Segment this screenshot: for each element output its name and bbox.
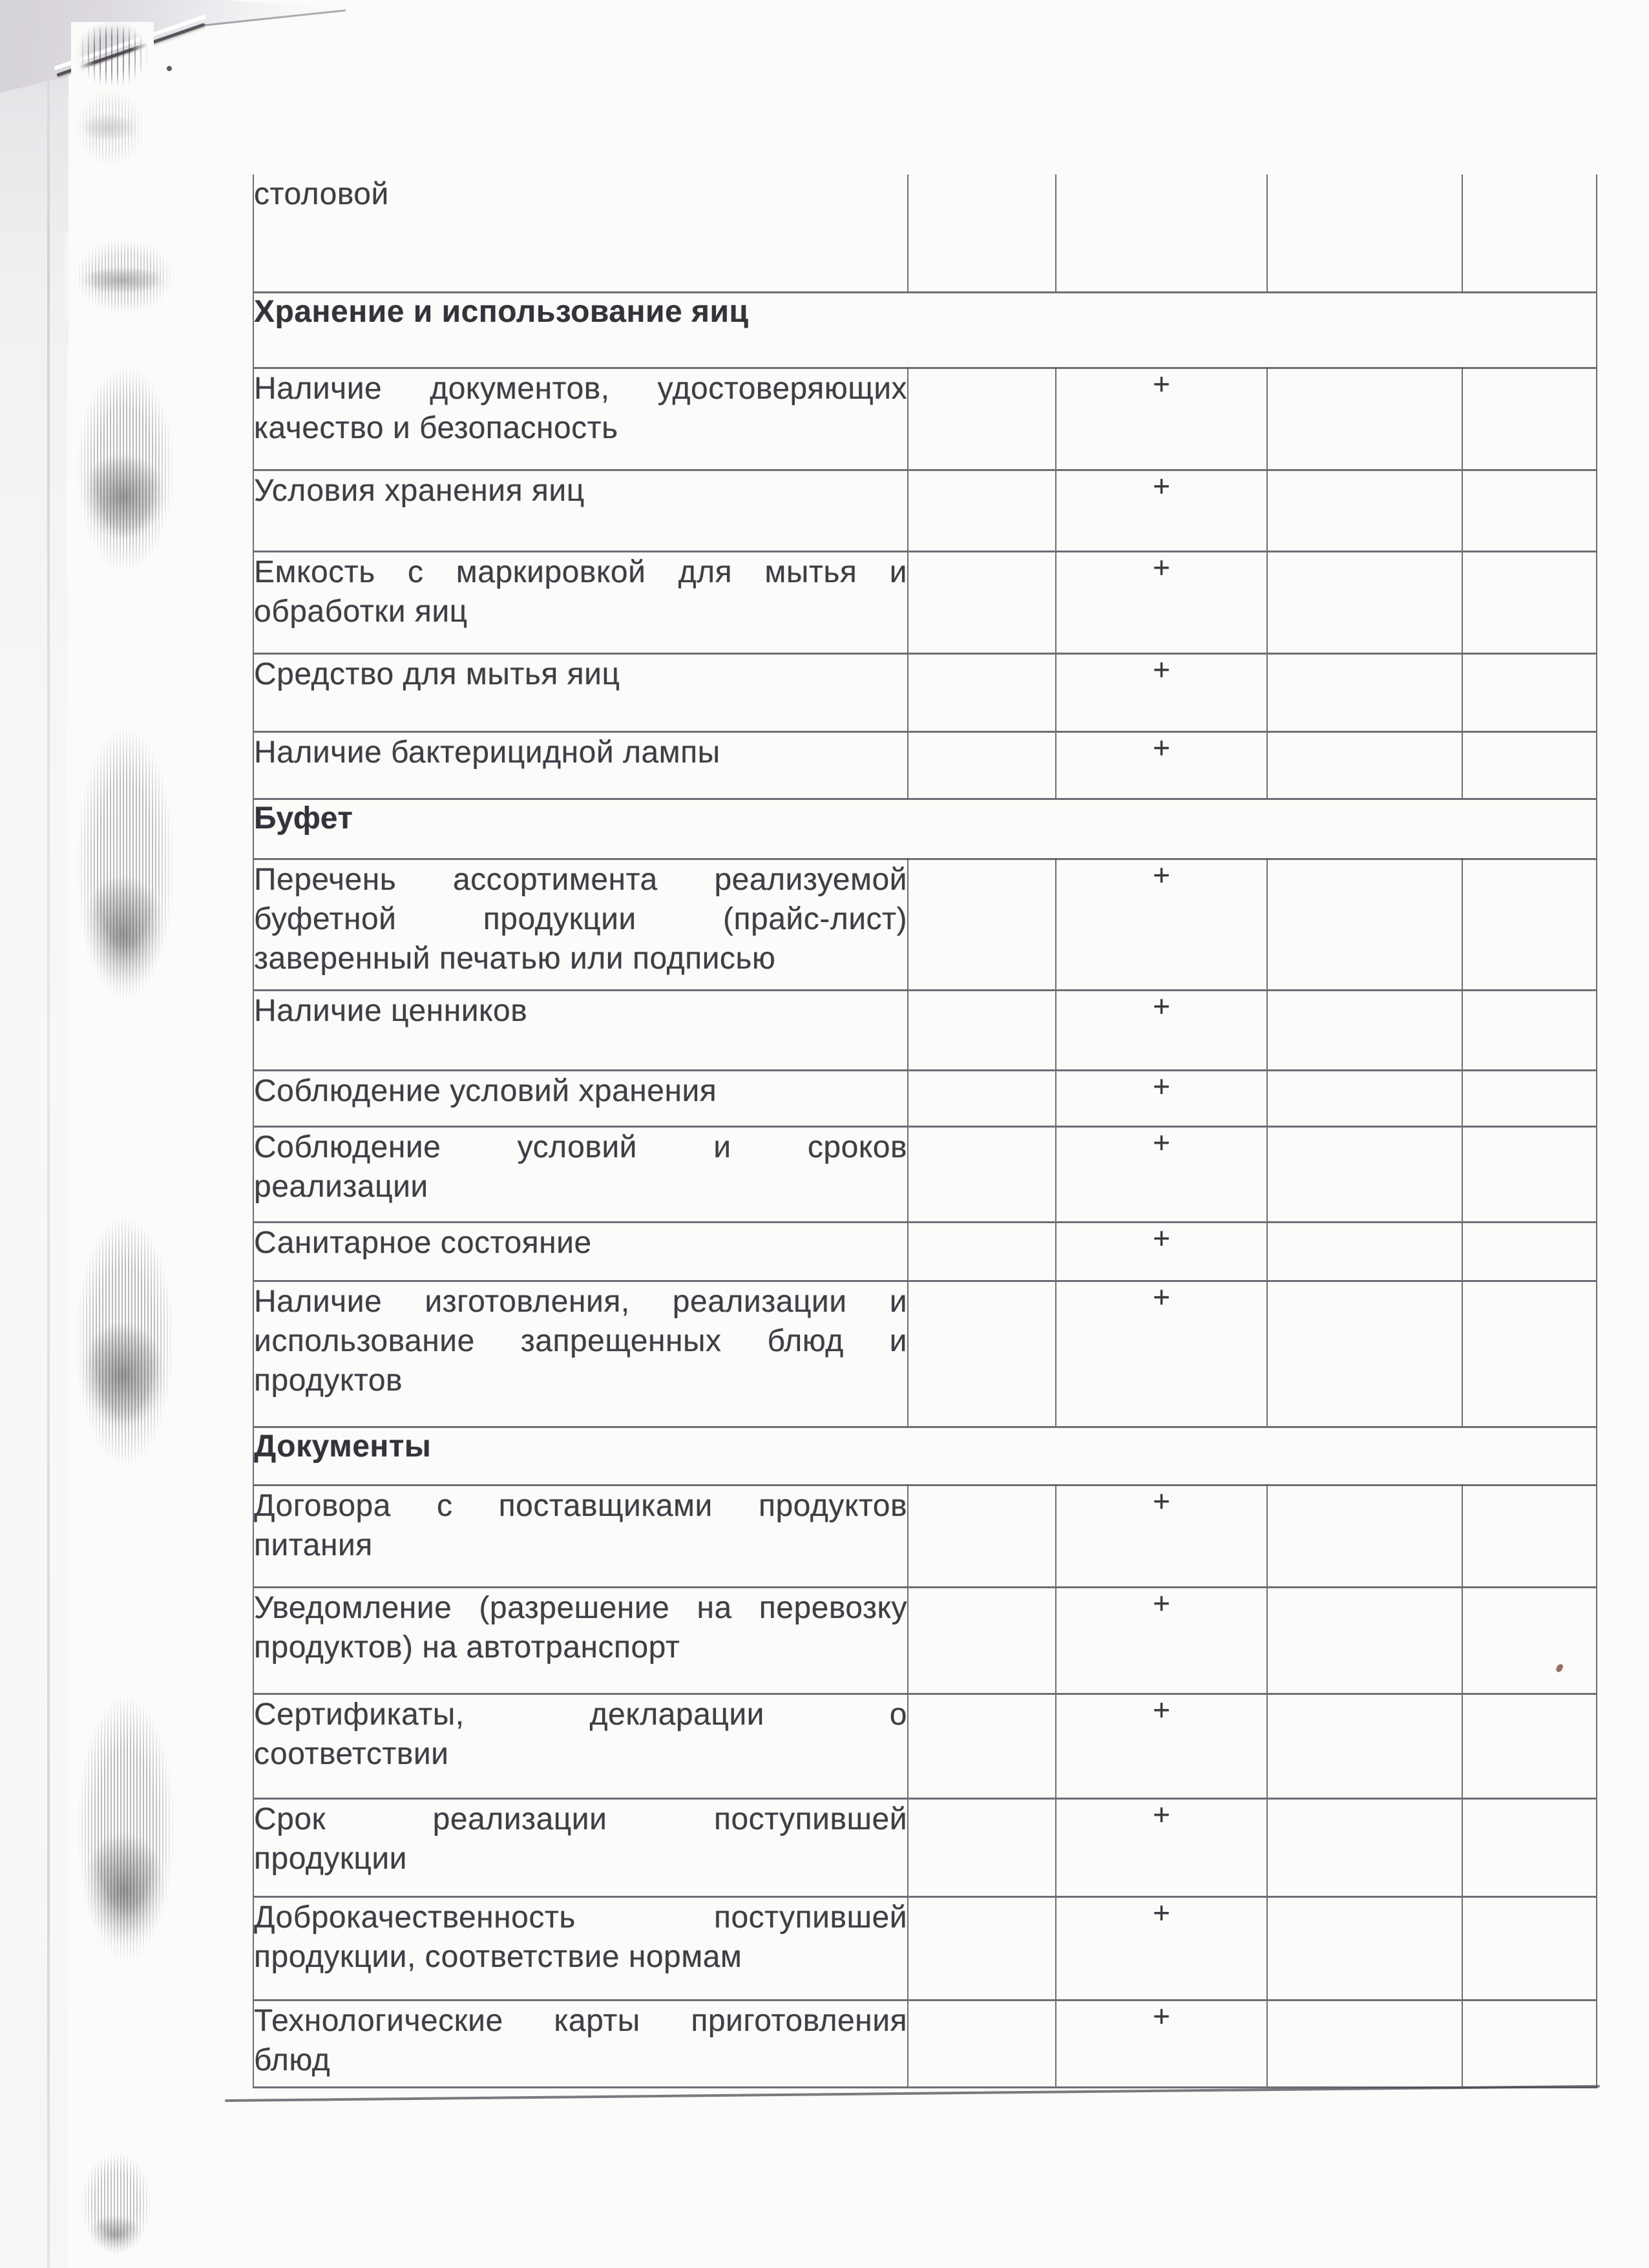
scan-noise-band	[81, 2150, 151, 2257]
empty-cell	[908, 731, 1056, 799]
scan-noise-band	[74, 708, 176, 1021]
empty-cell	[908, 1587, 1056, 1694]
empty-cell	[1267, 1126, 1462, 1222]
plus-mark: +	[1153, 1125, 1170, 1159]
section-title: Документы	[254, 1429, 432, 1464]
table-row	[253, 470, 1597, 551]
empty-cell	[1462, 1126, 1597, 1222]
item-text-cell	[253, 470, 908, 551]
plus-mark: +	[1153, 1586, 1170, 1620]
check-mark-cell	[1056, 1281, 1267, 1427]
empty-cell	[1462, 1587, 1597, 1694]
item-text-line: заверенный печатью или подписью	[254, 941, 776, 976]
ink-dot	[167, 66, 172, 71]
plus-mark: +	[1153, 1895, 1170, 1929]
item-text-line: Срок реализации поступившей	[254, 1801, 907, 1836]
item-text-cell	[253, 653, 908, 731]
scan-noise-band	[73, 1199, 176, 1483]
empty-cell	[908, 1126, 1056, 1222]
item-text-line: Условия хранения яиц	[254, 473, 585, 508]
check-mark-cell	[1056, 1126, 1267, 1222]
plus-mark: +	[1153, 1999, 1170, 2033]
item-text-line: буфетной продукции (прайс-лист)	[254, 901, 907, 936]
check-mark-cell	[1056, 653, 1267, 731]
table-row	[253, 1798, 1597, 1896]
empty-cell	[1462, 859, 1597, 990]
item-text-cell	[253, 1587, 908, 1694]
item-text-line: качество и безопасность	[254, 410, 618, 445]
table-row	[253, 731, 1597, 799]
table-row	[253, 368, 1597, 470]
empty-cell	[1462, 551, 1597, 653]
item-text-line: Технологические карты приготовления	[254, 2003, 907, 2038]
empty-cell	[1267, 174, 1462, 292]
item-text-line: реализации	[254, 1169, 428, 1204]
table-row	[253, 1587, 1597, 1694]
item-text-line: Соблюдение условий хранения	[254, 1073, 717, 1108]
item-text-line: Наличие документов, удостоверяющих	[254, 371, 907, 406]
empty-cell	[1267, 990, 1462, 1070]
item-text-cell	[253, 1485, 908, 1587]
item-text-line: Наличие ценников	[254, 993, 528, 1028]
empty-cell	[1462, 1798, 1597, 1896]
empty-cell	[908, 1798, 1056, 1896]
item-text-line: Перечень ассортимента реализуемой	[254, 862, 907, 897]
section-header-cell	[253, 292, 1597, 368]
item-text-cell	[253, 990, 908, 1070]
empty-cell	[908, 1694, 1056, 1798]
table-row	[253, 2000, 1597, 2087]
section-header-cell	[253, 799, 1597, 859]
item-text-cell	[253, 368, 908, 470]
scan-noise-band	[74, 354, 176, 583]
empty-cell	[1462, 1281, 1597, 1427]
item-text-line: Сертификаты, декларации о	[254, 1697, 907, 1732]
scanner-edge-shadow	[0, 0, 68, 2268]
check-mark-cell	[1056, 1694, 1267, 1798]
scan-noise-band	[75, 1677, 177, 1980]
item-text-cell	[253, 2000, 908, 2087]
empty-cell	[1267, 1694, 1462, 1798]
item-text-cell	[253, 1126, 908, 1222]
empty-cell	[908, 1222, 1056, 1281]
plus-mark: +	[1153, 550, 1170, 584]
check-mark-cell	[1056, 731, 1267, 799]
empty-cell	[908, 551, 1056, 653]
section-row	[253, 1427, 1597, 1485]
empty-cell	[1267, 470, 1462, 551]
scan-noise-band	[76, 90, 144, 165]
empty-cell	[1462, 470, 1597, 551]
empty-cell	[1462, 1896, 1597, 2000]
table-row	[253, 1070, 1597, 1126]
check-mark-cell	[1056, 368, 1267, 470]
empty-cell	[1267, 859, 1462, 990]
plus-mark: +	[1153, 1692, 1170, 1727]
empty-cell	[908, 1896, 1056, 2000]
empty-cell	[908, 859, 1056, 990]
table-row	[253, 653, 1597, 731]
item-text-line: продукции, соответствие нормам	[254, 1939, 742, 1974]
item-text-line: Емкость с маркировкой для мытья и	[254, 554, 907, 589]
item-text-line: Доброкачественность поступившей	[254, 1900, 907, 1935]
empty-cell	[1462, 731, 1597, 799]
empty-cell	[1267, 368, 1462, 470]
empty-cell	[1462, 1485, 1597, 1587]
page-edge-line	[47, 0, 50, 2268]
section-title: Хранение и использование яиц	[254, 294, 749, 329]
check-mark-cell	[1056, 1896, 1267, 2000]
empty-cell	[1267, 1896, 1462, 2000]
plus-mark: +	[1153, 989, 1170, 1023]
plus-mark: +	[1153, 652, 1170, 686]
table-row	[253, 1485, 1597, 1587]
item-text-line: Санитарное состояние	[254, 1225, 592, 1260]
item-text-line: продуктов	[254, 1363, 403, 1398]
table-row	[253, 990, 1597, 1070]
check-mark-cell	[1056, 1222, 1267, 1281]
check-mark-cell	[1056, 1587, 1267, 1694]
empty-cell	[1462, 368, 1597, 470]
empty-cell	[1462, 990, 1597, 1070]
empty-cell	[1462, 1070, 1597, 1126]
section-title: Буфет	[254, 801, 353, 835]
plus-mark: +	[1153, 1279, 1170, 1314]
plus-mark: +	[1153, 468, 1170, 503]
section-row	[253, 799, 1597, 859]
empty-cell	[908, 1281, 1056, 1427]
table-row	[253, 174, 1597, 292]
plus-mark: +	[1153, 857, 1170, 892]
item-text-cell	[253, 174, 908, 292]
empty-cell	[1267, 1070, 1462, 1126]
item-text-line: столовой	[254, 177, 389, 211]
table-row	[253, 1222, 1597, 1281]
empty-cell	[908, 653, 1056, 731]
item-text-cell	[253, 1896, 908, 2000]
empty-cell	[908, 2000, 1056, 2087]
plus-mark: +	[1153, 366, 1170, 401]
check-mark-cell	[1056, 1070, 1267, 1126]
check-mark-cell	[1056, 859, 1267, 990]
empty-cell	[1267, 2000, 1462, 2087]
plus-mark: +	[1153, 730, 1170, 764]
table-row	[253, 1126, 1597, 1222]
table-row	[253, 859, 1597, 990]
item-text-cell	[253, 1222, 908, 1281]
item-text-line: использование запрещенных блюд и	[254, 1323, 907, 1358]
empty-cell	[1267, 731, 1462, 799]
plus-mark: +	[1153, 1797, 1170, 1831]
plus-mark: +	[1153, 1069, 1170, 1103]
plus-mark: +	[1153, 1484, 1170, 1518]
item-text-line: соответствии	[254, 1736, 449, 1771]
item-text-line: Средство для мытья яиц	[254, 656, 620, 691]
item-text-line: Соблюдение условий и сроков	[254, 1129, 907, 1164]
table-row	[253, 1694, 1597, 1798]
item-text-line: продуктов) на автотранспорт	[254, 1630, 680, 1664]
empty-cell	[908, 470, 1056, 551]
checklist-table	[253, 174, 1597, 2088]
empty-cell	[1267, 653, 1462, 731]
check-mark-cell	[1056, 1485, 1267, 1587]
check-mark-cell	[1056, 174, 1267, 292]
item-text-cell	[253, 859, 908, 990]
check-mark-cell	[1056, 2000, 1267, 2087]
item-text-line: Наличие бактерицидной лампы	[254, 735, 720, 770]
empty-cell	[908, 1485, 1056, 1587]
empty-cell	[1462, 653, 1597, 731]
item-text-line: питания	[254, 1528, 373, 1562]
item-text-line: Уведомление (разрешение на перевозку	[254, 1590, 907, 1625]
check-mark-cell	[1056, 470, 1267, 551]
plus-mark: +	[1153, 1221, 1170, 1255]
item-text-line: продукции	[254, 1841, 407, 1876]
item-text-line: Наличие изготовления, реализации и	[254, 1284, 907, 1319]
item-text-cell	[253, 731, 908, 799]
item-text-cell	[253, 1070, 908, 1126]
item-text-cell	[253, 1281, 908, 1427]
item-text-cell	[253, 1798, 908, 1896]
scan-noise-band	[72, 240, 176, 313]
empty-cell	[1267, 1798, 1462, 1896]
section-row	[253, 292, 1597, 368]
item-text-cell	[253, 1694, 908, 1798]
empty-cell	[908, 174, 1056, 292]
empty-cell	[908, 990, 1056, 1070]
empty-cell	[1462, 2000, 1597, 2087]
item-text-cell	[253, 551, 908, 653]
empty-cell	[1267, 1281, 1462, 1427]
empty-cell	[1267, 1222, 1462, 1281]
empty-cell	[908, 368, 1056, 470]
table-row	[253, 1896, 1597, 2000]
check-mark-cell	[1056, 551, 1267, 653]
empty-cell	[1267, 1587, 1462, 1694]
empty-cell	[1267, 551, 1462, 653]
item-text-line: блюд	[254, 2042, 331, 2077]
empty-cell	[1267, 1485, 1462, 1587]
empty-cell	[1462, 174, 1597, 292]
check-mark-cell	[1056, 1798, 1267, 1896]
empty-cell	[908, 1070, 1056, 1126]
table-row	[253, 551, 1597, 653]
section-header-cell	[253, 1427, 1597, 1485]
table-row	[253, 1281, 1597, 1427]
item-text-line: обработки яиц	[254, 594, 468, 629]
empty-cell	[1462, 1222, 1597, 1281]
check-mark-cell	[1056, 990, 1267, 1070]
item-text-line: Договора с поставщиками продуктов	[254, 1488, 907, 1523]
empty-cell	[1462, 1694, 1597, 1798]
